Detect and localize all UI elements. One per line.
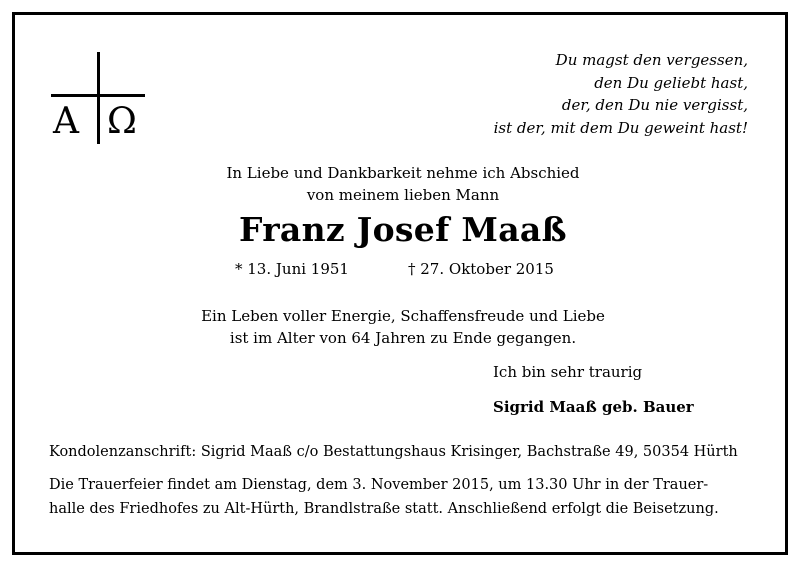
deceased-name: Franz Josef Maaß xyxy=(239,210,567,249)
birth-date: * 13. Juni 1951 xyxy=(235,260,349,278)
mourner-sentence: Ich bin sehr traurig xyxy=(493,363,643,381)
poem-verse xyxy=(468,49,748,139)
poem-line: ist der, mit dem Du geweint hast! xyxy=(493,118,748,137)
life-line: ist im Alter von 64 Jahren zu Ende gegangen. xyxy=(229,329,577,347)
cross-horizontal-bar xyxy=(51,94,145,97)
funeral-information xyxy=(49,473,729,521)
poem-line: der, den Du nie vergisst, xyxy=(561,96,748,114)
obituary-notice xyxy=(12,12,788,555)
funeral-line: halle des Friedhofes zu Alt-Hürth, Brandlstraße statt. Anschließend erfolgt die Beisetzung. xyxy=(49,501,719,517)
mourner-signature xyxy=(493,361,694,418)
poem-line: Du magst den vergessen, xyxy=(555,51,748,69)
funeral-line: Die Trauerfeier findet am Dienstag, dem 3. November 2015, um 13.30 Uhr in der Trauer- xyxy=(49,477,709,493)
intro-line: von meinem lieben Mann xyxy=(306,186,500,204)
alpha-letter: A xyxy=(53,101,79,142)
cross-vertical-bar xyxy=(97,52,100,144)
cross-alpha-omega-symbol xyxy=(51,52,145,144)
farewell-intro xyxy=(15,162,791,206)
life-line: Ein Leben voller Energie, Schaffensfreude und Liebe xyxy=(201,307,605,325)
life-summary xyxy=(15,305,791,349)
condolence-address: Kondolenzanschrift: Sigrid Maaß c/o Bestattungshaus Krisinger, Bachstraße 49, 50354 Hürth xyxy=(49,444,738,460)
death-date: † 27. Oktober 2015 xyxy=(408,260,554,278)
poem-line: den Du geliebt hast, xyxy=(594,73,748,92)
omega-letter: Ω xyxy=(107,101,137,142)
intro-line: In Liebe und Dankbarkeit nehme ich Abschied xyxy=(226,164,580,182)
mourner-name: Sigrid Maaß geb. Bauer xyxy=(493,398,694,416)
